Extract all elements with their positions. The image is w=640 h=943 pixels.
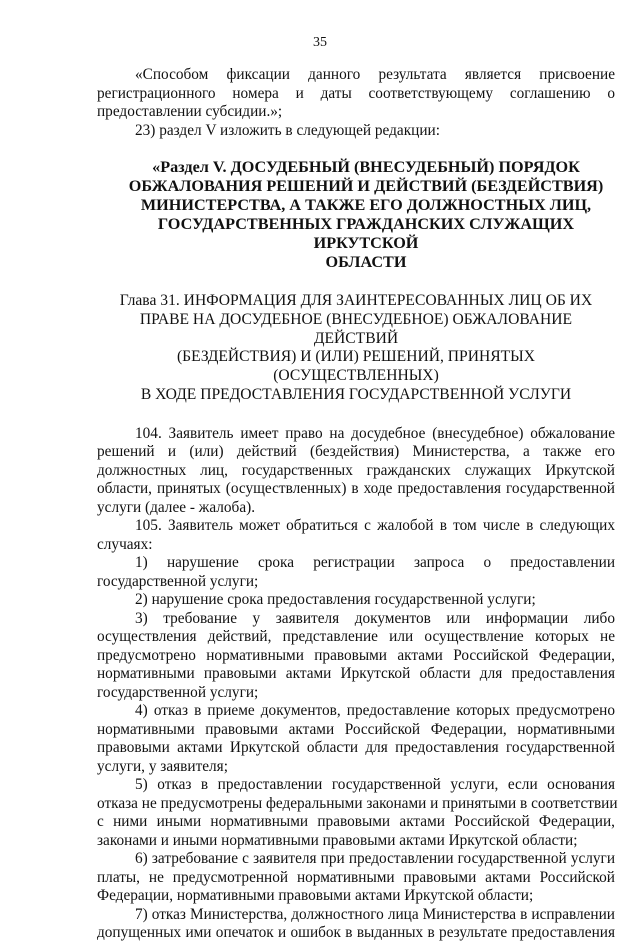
paragraph-line: 7) отказ Министерства, должностного лица Министерства в исправлении — [135, 905, 615, 923]
chapter-title-line: Глава 31. ИНФОРМАЦИЯ ДЛЯ ЗАИНТЕРЕСОВАННЫХ ЛИЦ ОБ ИХ — [119, 292, 593, 309]
paragraph-line: 105. Заявитель может обратиться с жалобой в том числе в следующих — [135, 517, 615, 535]
paragraph-line: случаях: — [97, 535, 153, 553]
intro-line: регистрационного номера и даты соответствующему соглашению о — [97, 84, 615, 102]
paragraph-line: 104. Заявитель имеет право на досудебное (внесудебное) обжалование — [135, 424, 615, 442]
paragraph-line: отказа не предусмотрены федеральными законами и принятыми в соответствии — [97, 794, 618, 812]
paragraph-line: 6) затребование с заявителя при предоставлении государственной услуги — [135, 850, 615, 868]
paragraph-line: государственной услуги; — [97, 683, 259, 701]
section-title-line: ОБЛАСТИ — [325, 253, 407, 271]
section-title — [97, 158, 615, 272]
chapter-title-line: (БЕЗДЕЙСТВИЯ) И (ИЛИ) РЕШЕНИЙ, ПРИНЯТЫХ (ОСУЩЕСТВЛЕННЫХ) — [176, 348, 536, 385]
paragraph-line: области, принятых (осуществленных) в ходе предоставления государственной — [97, 480, 615, 498]
paragraph-line: осуществления действий, представление или осуществление которых не — [97, 628, 615, 646]
section-title-line: «Раздел V. ДОСУДЕБНЫЙ (ВНЕСУДЕБНЫЙ) ПОРЯДОК — [152, 158, 580, 176]
paragraph-line: 1) нарушение срока регистрации запроса о предоставлении — [135, 554, 615, 572]
page-body — [97, 66, 618, 943]
paragraph-line: Федерации, нормативными правовыми актами Иркутской области; — [97, 887, 534, 905]
page-number: 35 — [313, 35, 327, 50]
list-item-23: 23) раздел V изложить в следующей редакции: — [135, 121, 440, 139]
paragraph-line: 2) нарушение срока предоставления государственной услуги; — [135, 591, 536, 609]
section-title-line: ГОСУДАРСТВЕННЫХ ГРАЖДАНСКИХ СЛУЖАЩИХ ИРКУТСКОЙ — [157, 215, 575, 252]
body-text — [97, 424, 618, 943]
paragraph-line: правовыми актами Иркутской области для предоставления государственной — [97, 739, 615, 757]
paragraph-line: платы, не предусмотренной нормативными правовыми актами Российской — [97, 868, 615, 886]
chapter-title-line: ПРАВЕ НА ДОСУДЕБНОЕ (ВНЕСУДЕБНОЕ) ОБЖАЛОВАНИЕ ДЕЙСТВИЙ — [139, 310, 573, 347]
paragraph-line: государственной услуги; — [97, 572, 259, 590]
paragraph-line: законами и иными нормативными правовыми актами Иркутской области; — [97, 831, 578, 849]
section-title-line: ОБЖАЛОВАНИЯ РЕШЕНИЙ И ДЕЙСТВИЙ (БЕЗДЕЙСТВИЯ) — [128, 177, 604, 195]
paragraph-line: 4) отказ в приеме документов, предоставление которых предусмотрено — [135, 702, 615, 720]
chapter-title — [97, 292, 615, 405]
section-title-line: МИНИСТЕРСТВА, А ТАКЖЕ ЕГО ДОЛЖНОСТНЫХ ЛИЦ, — [140, 196, 592, 214]
paragraph-line: нормативными правовыми актами Российской Федерации, нормативными — [97, 720, 615, 738]
intro-line: предоставлении субсидии.»; — [97, 103, 283, 120]
paragraph-line: услуги (далее - жалоба). — [97, 498, 256, 516]
paragraph-line: предусмотрено нормативными правовыми актами Российской Федерации, — [97, 646, 615, 664]
paragraph-line: услуги, у заявителя; — [97, 757, 228, 775]
paragraph-line: с ними иными нормативными правовыми актами Российской Федерации, — [97, 813, 615, 831]
paragraph-line: нормативными правовыми актами Иркутской области для предоставления — [97, 665, 615, 683]
paragraph-line: допущенных ими опечаток и ошибок в выданных в результате предоставления — [97, 924, 615, 942]
paragraph-line: 3) требование у заявителя документов или информации либо — [135, 609, 615, 627]
intro-line: «Способом фиксации данного результата является присвоение — [135, 66, 615, 83]
paragraph-line: 5) отказ в предоставлении государственной услуги, если основания — [135, 776, 615, 794]
chapter-title-line: В ХОДЕ ПРЕДОСТАВЛЕНИЯ ГОСУДАРСТВЕННОЙ УСЛУГИ — [140, 385, 572, 403]
paragraph-line: должностных лиц, государственных гражданских служащих Иркутской — [97, 461, 615, 479]
paragraph-line: решений и (или) действий (бездействия) Министерства, а также его — [97, 443, 615, 461]
